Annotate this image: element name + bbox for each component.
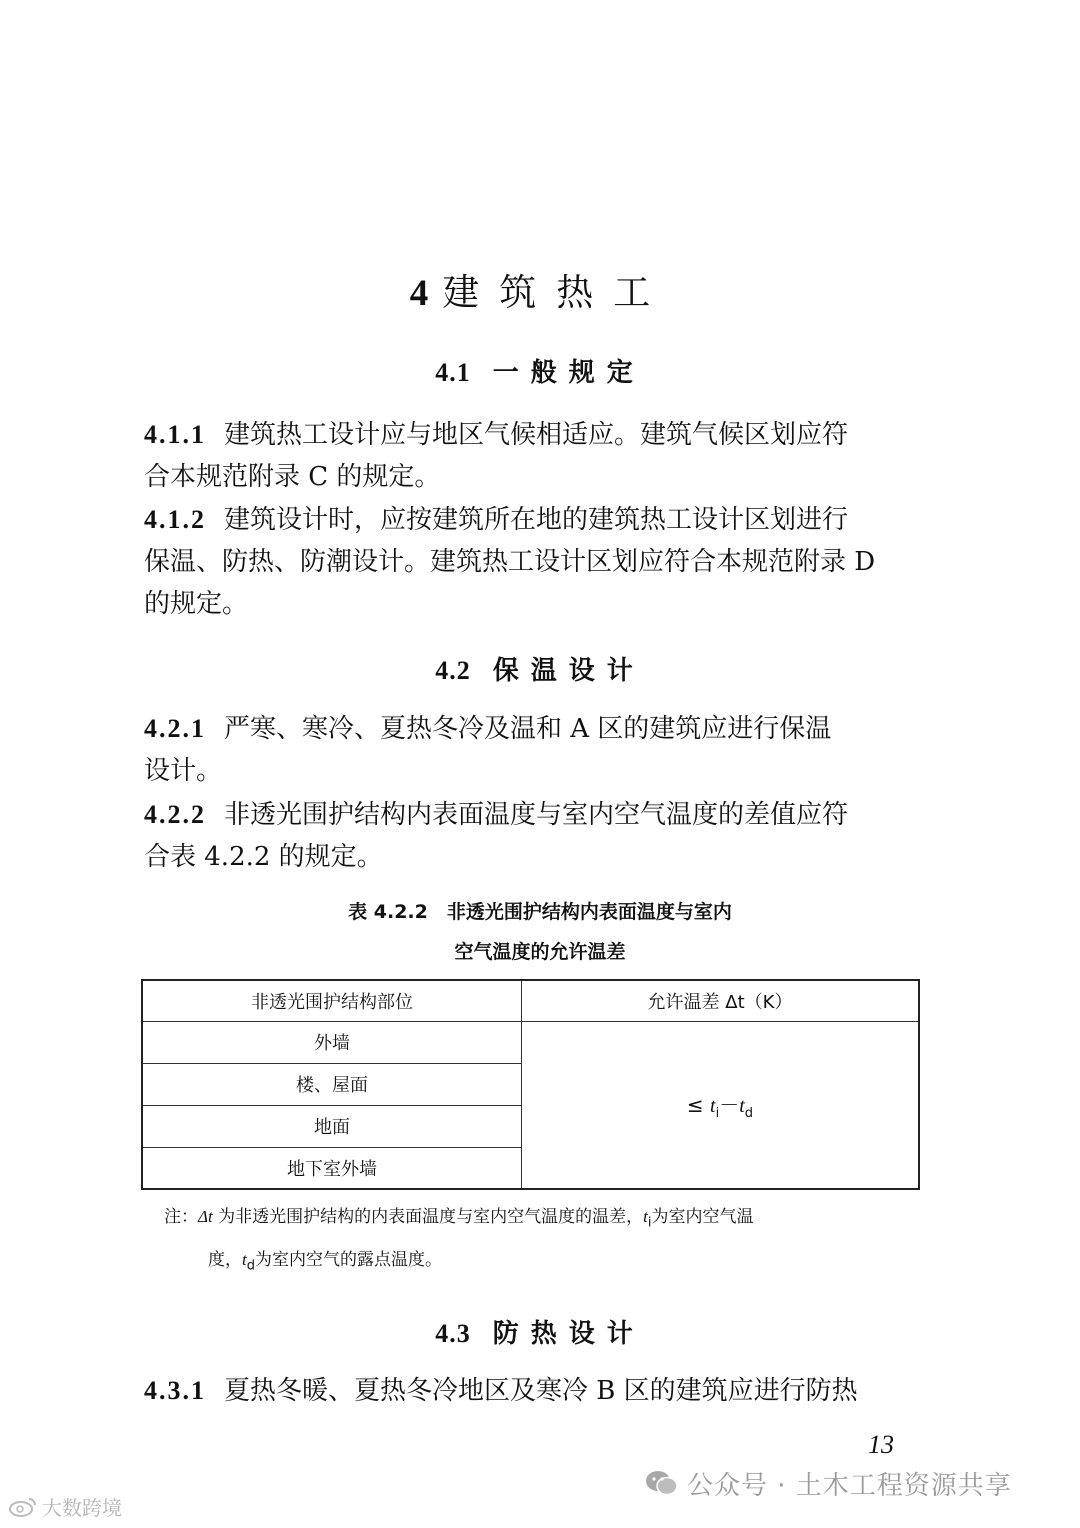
chapter-title bbox=[0, 262, 1080, 316]
sub-d: d bbox=[744, 1105, 754, 1121]
clause-line: 夏热冬暖、夏热冬冷地区及寒冷 B 区的建筑应进行防热 bbox=[224, 1376, 858, 1406]
note-text: 度， bbox=[208, 1250, 242, 1271]
weibo-icon bbox=[8, 1496, 38, 1523]
le-symbol: ≤ bbox=[686, 1092, 704, 1117]
page-number: 13 bbox=[868, 1430, 894, 1459]
note-symbol: t bbox=[643, 1207, 648, 1226]
section-number: 4.1 bbox=[435, 358, 471, 387]
clause-line: 非透光围护结构内表面温度与室内空气温度的差值应符 bbox=[224, 800, 849, 830]
note-symbol: t bbox=[242, 1250, 247, 1270]
table-cell: 地面 bbox=[142, 1105, 522, 1147]
clause-number: 4.1.1 bbox=[144, 420, 206, 449]
table-header-row bbox=[142, 980, 919, 1021]
clause-4-1-1 bbox=[144, 414, 922, 498]
minus-symbol: － bbox=[719, 1092, 740, 1117]
note-text: 为非透光围护结构的内表面温度与室内空气温度的温差， bbox=[218, 1207, 644, 1227]
section-title: 一般规定 bbox=[492, 358, 645, 388]
clause-number: 4.1.2 bbox=[144, 505, 206, 534]
table-note bbox=[164, 1198, 924, 1285]
note-text: 为室内空气温 bbox=[651, 1207, 754, 1227]
note-sub: i bbox=[647, 1215, 652, 1231]
clause-4-2-1 bbox=[144, 708, 922, 792]
var-t: t bbox=[710, 1094, 716, 1117]
note-sub: d bbox=[246, 1258, 255, 1274]
clause-line: 保温、防热、防潮设计。建筑热工设计区划应符合本规范附录 D bbox=[144, 547, 876, 577]
clause-line: 合本规范附录 C 的规定。 bbox=[144, 462, 441, 492]
clause-line: 的规定。 bbox=[144, 589, 249, 619]
section-title: 防热设计 bbox=[492, 1319, 645, 1349]
watermark-text: 公众号 · 土木工程资源共享 bbox=[687, 1471, 1012, 1501]
section-number: 4.2 bbox=[435, 656, 471, 685]
table-value-cell bbox=[522, 1021, 920, 1189]
section-heading-4-3 bbox=[0, 1313, 1080, 1350]
table-caption-line: 表 4.2.2 非透光围护结构内表面温度与室内 bbox=[348, 901, 732, 923]
watermark-weibo bbox=[8, 1492, 122, 1523]
table-header-cell: 允许温差 Δt（K） bbox=[522, 980, 920, 1021]
clause-number: 4.2.2 bbox=[144, 800, 206, 829]
section-number: 4.3 bbox=[435, 1319, 471, 1348]
clause-number: 4.3.1 bbox=[144, 1376, 206, 1405]
clause-line: 严寒、寒冷、夏热冬冷及温和 A 区的建筑应进行保温 bbox=[224, 714, 832, 744]
table-cell: 外墙 bbox=[142, 1021, 522, 1063]
clause-number: 4.2.1 bbox=[144, 714, 206, 743]
clause-line: 建筑热工设计应与地区气候相适应。建筑气候区划应符 bbox=[224, 420, 849, 450]
table-cell: 地下室外墙 bbox=[142, 1147, 522, 1189]
sub-i: i bbox=[715, 1105, 720, 1121]
clause-4-2-2 bbox=[144, 794, 922, 878]
wechat-icon bbox=[645, 1469, 679, 1504]
clause-line: 设计。 bbox=[144, 756, 223, 786]
section-title: 保温设计 bbox=[492, 656, 645, 686]
table-caption-line: 空气温度的允许温差 bbox=[454, 941, 626, 963]
clause-4-3-1 bbox=[144, 1370, 922, 1412]
section-heading-4-1 bbox=[0, 352, 1080, 389]
note-symbol: Δt bbox=[198, 1207, 213, 1226]
note-prefix: 注： bbox=[164, 1207, 198, 1227]
table-cell: 楼、屋面 bbox=[142, 1063, 522, 1105]
clause-line: 合表 4.2.2 的规定。 bbox=[144, 842, 383, 872]
note-text: 为室内空气的露点温度。 bbox=[255, 1250, 442, 1271]
watermark-text: 大数跨境 bbox=[42, 1496, 122, 1520]
clause-line: 建筑设计时，应按建筑所在地的建筑热工设计区划进行 bbox=[224, 505, 849, 535]
allowable-temperature-difference-table bbox=[141, 979, 920, 1190]
section-heading-4-2 bbox=[0, 650, 1080, 687]
clause-4-1-2 bbox=[144, 499, 922, 625]
var-t: t bbox=[739, 1094, 745, 1117]
table-row bbox=[142, 1021, 919, 1063]
table-caption bbox=[0, 892, 1080, 972]
chapter-name: 建筑热工 bbox=[442, 271, 671, 314]
watermark-wechat bbox=[645, 1465, 1012, 1504]
table-header-cell: 非透光围护结构部位 bbox=[142, 980, 522, 1021]
chapter-number: 4 bbox=[409, 273, 429, 314]
